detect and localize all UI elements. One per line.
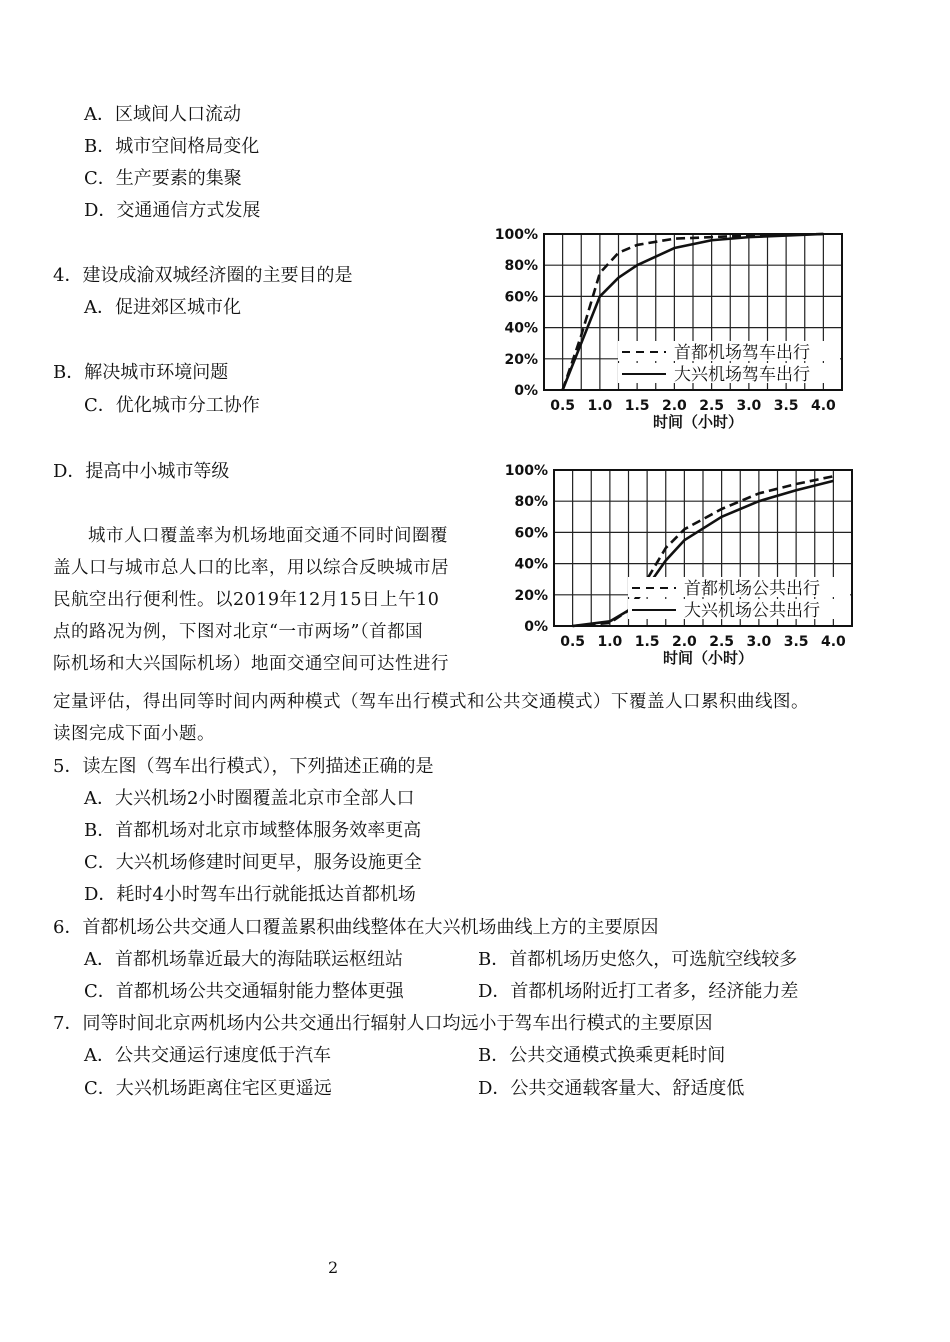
x-tick-label: 0.5: [550, 398, 576, 414]
material-tail-2: 读图完成下面小题。: [53, 724, 215, 744]
driving-chart-svg: [490, 220, 870, 442]
x-tick-label: 2.5: [699, 398, 725, 414]
q3-option-a: A．区域间人口流动: [84, 104, 241, 125]
driving-chart: [490, 220, 870, 447]
q6-stem: 6．首都机场公共交通人口覆盖累积曲线整体在大兴机场曲线上方的主要原因: [53, 917, 659, 938]
q6-option-d: D．首都机场附近打工者多，经济能力差: [478, 981, 799, 1002]
y-tick-label: 40%: [504, 320, 538, 337]
q6-option-c: C．首都机场公共交通辐射能力整体更强: [84, 981, 404, 1002]
material-line: 盖人口与城市总人口的比率，用以综合反映城市居: [53, 558, 449, 578]
y-tick-label: 80%: [504, 258, 538, 275]
y-tick-label: 20%: [504, 351, 538, 368]
y-tick-label: 0%: [524, 619, 548, 635]
y-tick-label: 40%: [514, 556, 548, 573]
x-tick-label: 3.0: [746, 634, 772, 650]
legend-label: 首都机场驾车出行: [674, 343, 810, 363]
transit-chart-svg: [500, 458, 880, 680]
material-line: 城市人口覆盖率为机场地面交通不同时间圈覆: [88, 526, 448, 546]
y-tick-label: 20%: [514, 587, 548, 604]
material-line: 民航空出行便利性。以2019年12月15日上午10: [53, 590, 440, 610]
q6-option-a: A．首都机场靠近最大的海陆联运枢纽站: [84, 949, 403, 970]
legend-label: 首都机场公共出行: [684, 579, 820, 599]
q4-option-a: A．促进郊区城市化: [84, 297, 241, 318]
legend-label: 大兴机场公共出行: [684, 601, 820, 621]
q4-option-d: D．提高中小城市等级: [53, 461, 230, 482]
x-tick-label: 1.0: [597, 634, 623, 650]
material-line: 际机场和大兴国际机场）地面交通空间可达性进行: [53, 654, 449, 674]
x-tick-label: 1.5: [634, 634, 660, 650]
y-tick-label: 0%: [514, 383, 538, 399]
q7-option-a: A．公共交通运行速度低于汽车: [84, 1045, 331, 1066]
q7-option-d: D．公共交通载客量大、舒适度低: [478, 1078, 745, 1099]
q4-stem: 4．建设成渝双城经济圈的主要目的是: [53, 265, 353, 286]
material-tail-1: 定量评估，得出同等时间内两种模式（驾车出行模式和公共交通模式）下覆盖人口累积曲线图。: [53, 692, 809, 712]
x-tick-label: 4.0: [810, 398, 836, 414]
material-paragraph: [53, 520, 478, 680]
q5-stem: 5．读左图（驾车出行模式），下列描述正确的是: [53, 756, 434, 777]
x-tick-label: 4.0: [820, 634, 846, 650]
q5-option-d: D．耗时4小时驾车出行就能抵达首都机场: [84, 884, 416, 905]
q7-option-c: C．大兴机场距离住宅区更遥远: [84, 1078, 332, 1099]
page-number: 2: [328, 1258, 339, 1277]
q7-option-b: B．公共交通模式换乘更耗时间: [478, 1045, 726, 1066]
y-tick-label: 100%: [504, 463, 548, 479]
y-tick-label: 100%: [494, 227, 538, 243]
q3-option-b: B．城市空间格局变化: [84, 136, 260, 157]
x-tick-label: 2.0: [661, 398, 687, 414]
y-tick-label: 80%: [514, 494, 548, 511]
q3-option-c: C．生产要素的集聚: [84, 168, 242, 189]
x-tick-label: 3.5: [773, 398, 799, 414]
x-axis-label: 时间（小时）: [662, 649, 754, 667]
material-line: 点的路况为例，下图对北京“一市两场”（首都国: [53, 622, 424, 642]
x-tick-label: 1.5: [624, 398, 650, 414]
x-tick-label: 2.0: [671, 634, 697, 650]
q5-option-a: A．大兴机场2小时圈覆盖北京市全部人口: [84, 788, 415, 809]
q4-option-c: C．优化城市分工协作: [84, 395, 260, 416]
q3-option-d: D．交通通信方式发展: [84, 200, 261, 221]
x-tick-label: 0.5: [560, 634, 586, 650]
x-tick-label: 1.0: [587, 398, 613, 414]
q7-stem: 7．同等时间北京两机场内公共交通出行辐射人口均远小于驾车出行模式的主要原因: [53, 1013, 713, 1034]
legend-label: 大兴机场驾车出行: [674, 365, 810, 385]
q5-option-c: C．大兴机场修建时间更早，服务设施更全: [84, 852, 422, 873]
y-tick-label: 60%: [504, 289, 538, 306]
x-tick-label: 2.5: [709, 634, 735, 650]
q4-option-b: B．解决城市环境问题: [53, 362, 229, 383]
x-axis-label: 时间（小时）: [652, 413, 744, 431]
y-tick-label: 60%: [514, 525, 548, 542]
q5-option-b: B．首都机场对北京市域整体服务效率更高: [84, 820, 422, 841]
q6-option-b: B．首都机场历史悠久，可选航空线较多: [478, 949, 798, 970]
transit-chart: [500, 458, 880, 685]
x-tick-label: 3.0: [736, 398, 762, 414]
x-tick-label: 3.5: [783, 634, 809, 650]
